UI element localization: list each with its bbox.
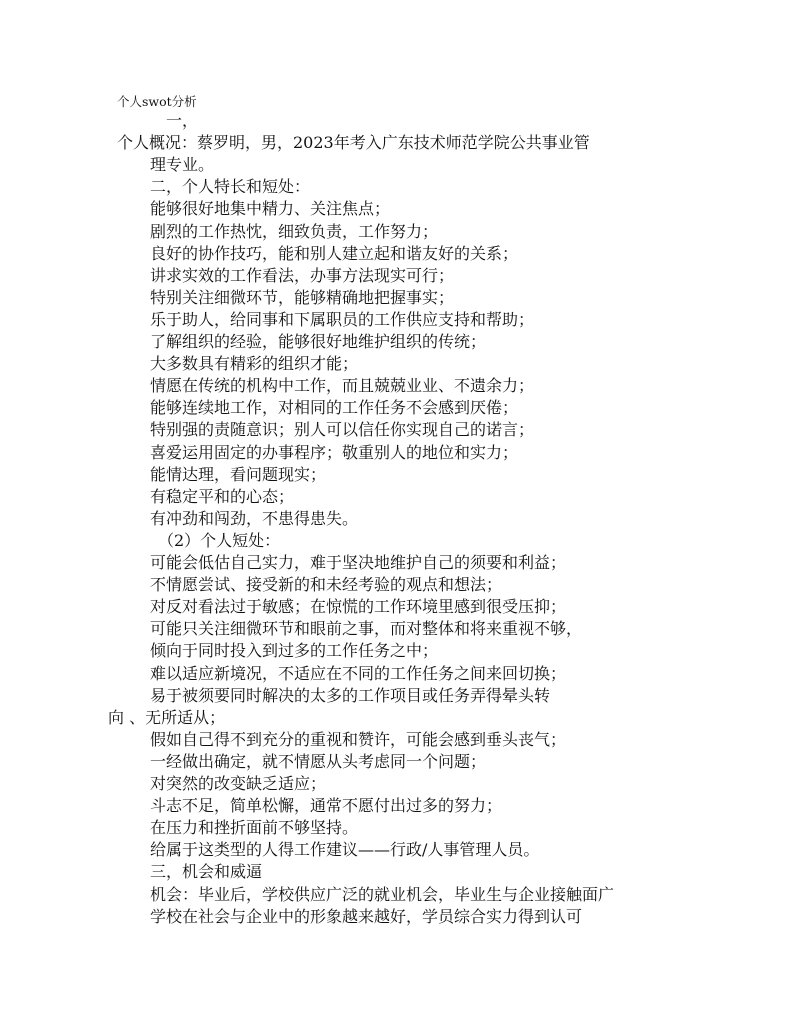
text-line: 能够很好地集中精力、关注焦点； xyxy=(150,199,391,219)
text-line: 有稳定平和的心态； xyxy=(150,486,295,506)
text-line: 理专业。 xyxy=(150,155,215,175)
text-line: 了解组织的经验，能够很好地维护组织的传统； xyxy=(150,332,487,351)
text-line: 大多数具有精彩的组织才能； xyxy=(150,354,359,374)
text-line: 特别关注细微环节，能够精确地把握事实； xyxy=(150,287,455,307)
text-line: 三，机会和威逼 xyxy=(150,862,263,882)
text-line: 学校在社会与企业中的形象越来越好，学员综合实力得到认可 xyxy=(150,906,583,926)
text-line: 给属于这类型的人得工作建议——行政/人事管理人员。 xyxy=(150,840,540,860)
text-line: 能情达理，看问题现实； xyxy=(150,464,327,484)
text-line: 个人概况：蔡罗明，男，2023年考入广东技术师范学院公共事业管 xyxy=(117,133,590,153)
text-line: 向 、无所适从； xyxy=(108,707,226,727)
text-line: 不情愿尝试、接受新的和未经考验的观点和想法； xyxy=(150,575,503,595)
document-title: 个人swot分析 xyxy=(117,94,197,109)
text-line: 对反对看法过于敏感；在惊慌的工作环境里感到很受压抑； xyxy=(150,597,567,617)
text-line: 一经做出确定，就不情愿从头考虑同一个问题； xyxy=(150,751,487,771)
text-line: 斗志不足，简单松懈，通常不愿付出过多的努力； xyxy=(150,796,503,816)
text-line: 剧烈的工作热忱，细致负责，工作努力； xyxy=(150,221,439,241)
text-line: 倾向于同时投入到过多的工作任务之中； xyxy=(150,641,439,661)
text-line: （2）个人短处： xyxy=(158,530,281,550)
text-line: 讲求实效的工作看法，办事方法现实可行； xyxy=(150,265,455,285)
text-line: 二，个人特长和短处： xyxy=(150,177,311,197)
text-line: 假如自己得不到充分的重视和赞许，可能会感到垂头丧气； xyxy=(150,729,567,749)
text-line: 喜爱运用固定的办事程序；敬重别人的地位和实力； xyxy=(150,442,519,462)
text-line: 可能会低估自己实力，难于坚决地维护自己的须要和利益； xyxy=(150,553,567,572)
text-line: 情愿在传统的机构中工作，而且兢兢业业、不遗余力； xyxy=(150,376,535,396)
text-line: 一， xyxy=(166,111,199,130)
text-line: 良好的协作技巧，能和别人建立起和谐友好的关系； xyxy=(150,243,519,263)
text-line: 对突然的改变缺乏适应； xyxy=(150,774,327,793)
text-line: 难以适应新境况，不适应在不同的工作任务之间来回切换； xyxy=(150,663,567,683)
text-line: 在压力和挫折面前不够坚持。 xyxy=(150,818,359,838)
text-line: 特别强的责随意识；别人可以信任你实现自己的诺言； xyxy=(150,420,535,440)
text-line: 有冲劲和闯劲，不患得患失。 xyxy=(150,508,359,528)
text-line: 可能只关注细微环节和眼前之事，而对整体和将来重视不够， xyxy=(150,619,583,639)
text-line: 乐于助人，给同事和下属职员的工作供应支持和帮助； xyxy=(150,309,535,329)
text-line: 易于被须要同时解决的太多的工作项目或任务弄得晕头转 xyxy=(150,685,551,705)
text-line: 机会：毕业后，学校供应广泛的就业机会，毕业生与企业接触面广 xyxy=(150,884,615,904)
text-line: 能够连续地工作，对相同的工作任务不会感到厌倦； xyxy=(150,398,519,418)
